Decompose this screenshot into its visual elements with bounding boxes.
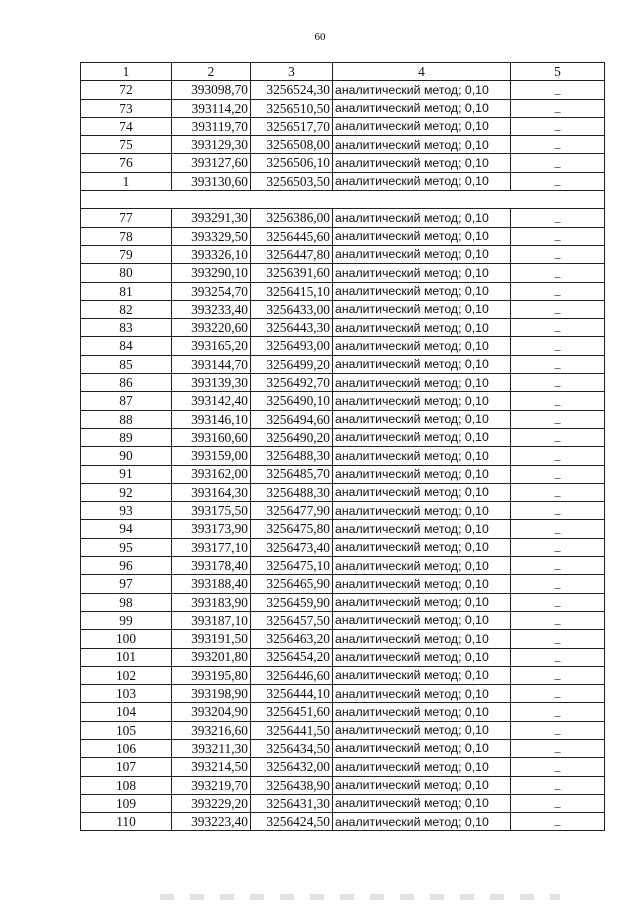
x-coordinate: 393142,40 bbox=[172, 392, 251, 410]
note: – bbox=[511, 648, 605, 666]
table-row bbox=[81, 685, 605, 703]
x-coordinate: 393219,70 bbox=[172, 776, 251, 794]
note: – bbox=[511, 557, 605, 575]
method-accuracy: аналитический метод; 0,10 bbox=[333, 593, 511, 611]
x-coordinate: 393164,30 bbox=[172, 483, 251, 501]
y-coordinate: 3256434,50 bbox=[251, 739, 333, 757]
table-row bbox=[81, 392, 605, 410]
table-row bbox=[81, 136, 605, 154]
x-coordinate: 393165,20 bbox=[172, 337, 251, 355]
method-accuracy: аналитический метод; 0,10 bbox=[333, 337, 511, 355]
method-accuracy: аналитический метод; 0,10 bbox=[333, 410, 511, 428]
point-number: 97 bbox=[81, 575, 172, 593]
x-coordinate: 393211,30 bbox=[172, 739, 251, 757]
column-header: 3 bbox=[251, 63, 333, 81]
point-number: 1 bbox=[81, 172, 172, 190]
note: – bbox=[511, 520, 605, 538]
method-accuracy: аналитический метод; 0,10 bbox=[333, 502, 511, 520]
y-coordinate: 3256506,10 bbox=[251, 154, 333, 172]
y-coordinate: 3256494,60 bbox=[251, 410, 333, 428]
table-row bbox=[81, 172, 605, 190]
x-coordinate: 393146,10 bbox=[172, 410, 251, 428]
note: – bbox=[511, 703, 605, 721]
note: – bbox=[511, 538, 605, 556]
x-coordinate: 393177,10 bbox=[172, 538, 251, 556]
point-number: 90 bbox=[81, 447, 172, 465]
y-coordinate: 3256499,20 bbox=[251, 355, 333, 373]
note: – bbox=[511, 502, 605, 520]
table-spacer-row bbox=[81, 191, 605, 209]
point-number: 106 bbox=[81, 739, 172, 757]
note: – bbox=[511, 374, 605, 392]
point-number: 74 bbox=[81, 117, 172, 135]
x-coordinate: 393195,80 bbox=[172, 666, 251, 684]
table-row bbox=[81, 483, 605, 501]
coordinates-table bbox=[80, 62, 605, 831]
x-coordinate: 393183,90 bbox=[172, 593, 251, 611]
table-row bbox=[81, 630, 605, 648]
note: – bbox=[511, 794, 605, 812]
y-coordinate: 3256510,50 bbox=[251, 99, 333, 117]
y-coordinate: 3256451,60 bbox=[251, 703, 333, 721]
method-accuracy: аналитический метод; 0,10 bbox=[333, 666, 511, 684]
method-accuracy: аналитический метод; 0,10 bbox=[333, 428, 511, 446]
scan-artifact bbox=[160, 894, 560, 900]
table-row bbox=[81, 520, 605, 538]
method-accuracy: аналитический метод; 0,10 bbox=[333, 611, 511, 629]
note: – bbox=[511, 99, 605, 117]
method-accuracy: аналитический метод; 0,10 bbox=[333, 630, 511, 648]
point-number: 83 bbox=[81, 319, 172, 337]
x-coordinate: 393291,30 bbox=[172, 209, 251, 227]
table-row bbox=[81, 245, 605, 263]
column-header: 1 bbox=[81, 63, 172, 81]
table-row bbox=[81, 611, 605, 629]
note: – bbox=[511, 264, 605, 282]
note: – bbox=[511, 465, 605, 483]
y-coordinate: 3256431,30 bbox=[251, 794, 333, 812]
table-row bbox=[81, 428, 605, 446]
point-number: 108 bbox=[81, 776, 172, 794]
table-row bbox=[81, 282, 605, 300]
note: – bbox=[511, 392, 605, 410]
note: – bbox=[511, 209, 605, 227]
y-coordinate: 3256473,40 bbox=[251, 538, 333, 556]
point-number: 73 bbox=[81, 99, 172, 117]
table-row bbox=[81, 502, 605, 520]
method-accuracy: аналитический метод; 0,10 bbox=[333, 319, 511, 337]
point-number: 75 bbox=[81, 136, 172, 154]
page-number: 60 bbox=[314, 31, 326, 43]
x-coordinate: 393119,70 bbox=[172, 117, 251, 135]
table-row bbox=[81, 538, 605, 556]
point-number: 79 bbox=[81, 245, 172, 263]
column-header: 5 bbox=[511, 63, 605, 81]
method-accuracy: аналитический метод; 0,10 bbox=[333, 374, 511, 392]
note: – bbox=[511, 575, 605, 593]
point-number: 99 bbox=[81, 611, 172, 629]
method-accuracy: аналитический метод; 0,10 bbox=[333, 209, 511, 227]
note: – bbox=[511, 227, 605, 245]
table-row bbox=[81, 209, 605, 227]
point-number: 81 bbox=[81, 282, 172, 300]
table-row bbox=[81, 575, 605, 593]
point-number: 98 bbox=[81, 593, 172, 611]
table-row bbox=[81, 758, 605, 776]
point-number: 107 bbox=[81, 758, 172, 776]
note: – bbox=[511, 410, 605, 428]
y-coordinate: 3256459,90 bbox=[251, 593, 333, 611]
point-number: 93 bbox=[81, 502, 172, 520]
method-accuracy: аналитический метод; 0,10 bbox=[333, 813, 511, 831]
point-number: 109 bbox=[81, 794, 172, 812]
table-header-row bbox=[81, 63, 605, 81]
table-row bbox=[81, 81, 605, 99]
x-coordinate: 393173,90 bbox=[172, 520, 251, 538]
point-number: 87 bbox=[81, 392, 172, 410]
x-coordinate: 393198,90 bbox=[172, 685, 251, 703]
y-coordinate: 3256490,20 bbox=[251, 428, 333, 446]
note: – bbox=[511, 685, 605, 703]
note: – bbox=[511, 172, 605, 190]
y-coordinate: 3256465,90 bbox=[251, 575, 333, 593]
note: – bbox=[511, 355, 605, 373]
table-row bbox=[81, 227, 605, 245]
note: – bbox=[511, 776, 605, 794]
x-coordinate: 393233,40 bbox=[172, 300, 251, 318]
point-number: 76 bbox=[81, 154, 172, 172]
y-coordinate: 3256386,00 bbox=[251, 209, 333, 227]
table-row bbox=[81, 648, 605, 666]
x-coordinate: 393220,60 bbox=[172, 319, 251, 337]
method-accuracy: аналитический метод; 0,10 bbox=[333, 392, 511, 410]
point-number: 89 bbox=[81, 428, 172, 446]
x-coordinate: 393326,10 bbox=[172, 245, 251, 263]
point-number: 100 bbox=[81, 630, 172, 648]
method-accuracy: аналитический метод; 0,10 bbox=[333, 739, 511, 757]
note: – bbox=[511, 282, 605, 300]
y-coordinate: 3256503,50 bbox=[251, 172, 333, 190]
x-coordinate: 393098,70 bbox=[172, 81, 251, 99]
table-row bbox=[81, 319, 605, 337]
point-number: 80 bbox=[81, 264, 172, 282]
y-coordinate: 3256477,90 bbox=[251, 502, 333, 520]
method-accuracy: аналитический метод; 0,10 bbox=[333, 575, 511, 593]
method-accuracy: аналитический метод; 0,10 bbox=[333, 245, 511, 263]
table-row bbox=[81, 721, 605, 739]
point-number: 78 bbox=[81, 227, 172, 245]
x-coordinate: 393204,90 bbox=[172, 703, 251, 721]
y-coordinate: 3256432,00 bbox=[251, 758, 333, 776]
method-accuracy: аналитический метод; 0,10 bbox=[333, 758, 511, 776]
point-number: 94 bbox=[81, 520, 172, 538]
method-accuracy: аналитический метод; 0,10 bbox=[333, 685, 511, 703]
method-accuracy: аналитический метод; 0,10 bbox=[333, 355, 511, 373]
y-coordinate: 3256445,60 bbox=[251, 227, 333, 245]
table-row bbox=[81, 264, 605, 282]
point-number: 84 bbox=[81, 337, 172, 355]
x-coordinate: 393130,60 bbox=[172, 172, 251, 190]
table-row bbox=[81, 703, 605, 721]
y-coordinate: 3256508,00 bbox=[251, 136, 333, 154]
x-coordinate: 393254,70 bbox=[172, 282, 251, 300]
y-coordinate: 3256485,70 bbox=[251, 465, 333, 483]
note: – bbox=[511, 593, 605, 611]
method-accuracy: аналитический метод; 0,10 bbox=[333, 99, 511, 117]
point-number: 85 bbox=[81, 355, 172, 373]
x-coordinate: 393214,50 bbox=[172, 758, 251, 776]
point-number: 95 bbox=[81, 538, 172, 556]
method-accuracy: аналитический метод; 0,10 bbox=[333, 465, 511, 483]
y-coordinate: 3256438,90 bbox=[251, 776, 333, 794]
x-coordinate: 393175,50 bbox=[172, 502, 251, 520]
y-coordinate: 3256475,10 bbox=[251, 557, 333, 575]
y-coordinate: 3256447,80 bbox=[251, 245, 333, 263]
x-coordinate: 393191,50 bbox=[172, 630, 251, 648]
column-header: 2 bbox=[172, 63, 251, 81]
table-row bbox=[81, 117, 605, 135]
note: – bbox=[511, 117, 605, 135]
note: – bbox=[511, 483, 605, 501]
x-coordinate: 393114,20 bbox=[172, 99, 251, 117]
method-accuracy: аналитический метод; 0,10 bbox=[333, 172, 511, 190]
x-coordinate: 393329,50 bbox=[172, 227, 251, 245]
table-row bbox=[81, 813, 605, 831]
y-coordinate: 3256475,80 bbox=[251, 520, 333, 538]
table-row bbox=[81, 739, 605, 757]
point-number: 77 bbox=[81, 209, 172, 227]
note: – bbox=[511, 136, 605, 154]
x-coordinate: 393127,60 bbox=[172, 154, 251, 172]
y-coordinate: 3256457,50 bbox=[251, 611, 333, 629]
y-coordinate: 3256492,70 bbox=[251, 374, 333, 392]
x-coordinate: 393144,70 bbox=[172, 355, 251, 373]
y-coordinate: 3256443,30 bbox=[251, 319, 333, 337]
note: – bbox=[511, 721, 605, 739]
method-accuracy: аналитический метод; 0,10 bbox=[333, 520, 511, 538]
y-coordinate: 3256433,00 bbox=[251, 300, 333, 318]
note: – bbox=[511, 428, 605, 446]
note: – bbox=[511, 630, 605, 648]
method-accuracy: аналитический метод; 0,10 bbox=[333, 447, 511, 465]
x-coordinate: 393178,40 bbox=[172, 557, 251, 575]
x-coordinate: 393139,30 bbox=[172, 374, 251, 392]
method-accuracy: аналитический метод; 0,10 bbox=[333, 648, 511, 666]
method-accuracy: аналитический метод; 0,10 bbox=[333, 136, 511, 154]
note: – bbox=[511, 739, 605, 757]
x-coordinate: 393188,40 bbox=[172, 575, 251, 593]
point-number: 82 bbox=[81, 300, 172, 318]
table-row bbox=[81, 374, 605, 392]
y-coordinate: 3256444,10 bbox=[251, 685, 333, 703]
method-accuracy: аналитический метод; 0,10 bbox=[333, 282, 511, 300]
table-row bbox=[81, 557, 605, 575]
y-coordinate: 3256441,50 bbox=[251, 721, 333, 739]
point-number: 92 bbox=[81, 483, 172, 501]
note: – bbox=[511, 245, 605, 263]
x-coordinate: 393129,30 bbox=[172, 136, 251, 154]
y-coordinate: 3256517,70 bbox=[251, 117, 333, 135]
method-accuracy: аналитический метод; 0,10 bbox=[333, 81, 511, 99]
point-number: 101 bbox=[81, 648, 172, 666]
note: – bbox=[511, 300, 605, 318]
y-coordinate: 3256391,60 bbox=[251, 264, 333, 282]
point-number: 96 bbox=[81, 557, 172, 575]
note: – bbox=[511, 666, 605, 684]
x-coordinate: 393216,60 bbox=[172, 721, 251, 739]
method-accuracy: аналитический метод; 0,10 bbox=[333, 300, 511, 318]
table-row bbox=[81, 447, 605, 465]
method-accuracy: аналитический метод; 0,10 bbox=[333, 776, 511, 794]
note: – bbox=[511, 81, 605, 99]
y-coordinate: 3256463,20 bbox=[251, 630, 333, 648]
method-accuracy: аналитический метод; 0,10 bbox=[333, 154, 511, 172]
method-accuracy: аналитический метод; 0,10 bbox=[333, 117, 511, 135]
table-row bbox=[81, 337, 605, 355]
y-coordinate: 3256415,10 bbox=[251, 282, 333, 300]
method-accuracy: аналитический метод; 0,10 bbox=[333, 264, 511, 282]
y-coordinate: 3256424,50 bbox=[251, 813, 333, 831]
table-row bbox=[81, 99, 605, 117]
y-coordinate: 3256446,60 bbox=[251, 666, 333, 684]
method-accuracy: аналитический метод; 0,10 bbox=[333, 538, 511, 556]
table-row bbox=[81, 593, 605, 611]
table-row bbox=[81, 300, 605, 318]
point-number: 72 bbox=[81, 81, 172, 99]
y-coordinate: 3256454,20 bbox=[251, 648, 333, 666]
method-accuracy: аналитический метод; 0,10 bbox=[333, 483, 511, 501]
note: – bbox=[511, 758, 605, 776]
method-accuracy: аналитический метод; 0,10 bbox=[333, 703, 511, 721]
note: – bbox=[511, 813, 605, 831]
table-row bbox=[81, 666, 605, 684]
point-number: 103 bbox=[81, 685, 172, 703]
y-coordinate: 3256488,30 bbox=[251, 447, 333, 465]
table-row bbox=[81, 776, 605, 794]
x-coordinate: 393162,00 bbox=[172, 465, 251, 483]
note: – bbox=[511, 611, 605, 629]
x-coordinate: 393290,10 bbox=[172, 264, 251, 282]
column-header: 4 bbox=[333, 63, 511, 81]
point-number: 102 bbox=[81, 666, 172, 684]
note: – bbox=[511, 337, 605, 355]
x-coordinate: 393201,80 bbox=[172, 648, 251, 666]
method-accuracy: аналитический метод; 0,10 bbox=[333, 721, 511, 739]
spacer-cell bbox=[81, 191, 605, 209]
point-number: 110 bbox=[81, 813, 172, 831]
point-number: 91 bbox=[81, 465, 172, 483]
y-coordinate: 3256490,10 bbox=[251, 392, 333, 410]
x-coordinate: 393160,60 bbox=[172, 428, 251, 446]
method-accuracy: аналитический метод; 0,10 bbox=[333, 794, 511, 812]
point-number: 104 bbox=[81, 703, 172, 721]
note: – bbox=[511, 319, 605, 337]
table-row bbox=[81, 794, 605, 812]
table-row bbox=[81, 410, 605, 428]
method-accuracy: аналитический метод; 0,10 bbox=[333, 557, 511, 575]
x-coordinate: 393223,40 bbox=[172, 813, 251, 831]
y-coordinate: 3256488,30 bbox=[251, 483, 333, 501]
table-row bbox=[81, 154, 605, 172]
y-coordinate: 3256524,30 bbox=[251, 81, 333, 99]
method-accuracy: аналитический метод; 0,10 bbox=[333, 227, 511, 245]
note: – bbox=[511, 447, 605, 465]
x-coordinate: 393229,20 bbox=[172, 794, 251, 812]
point-number: 86 bbox=[81, 374, 172, 392]
x-coordinate: 393187,10 bbox=[172, 611, 251, 629]
y-coordinate: 3256493,00 bbox=[251, 337, 333, 355]
point-number: 88 bbox=[81, 410, 172, 428]
point-number: 105 bbox=[81, 721, 172, 739]
table-row bbox=[81, 465, 605, 483]
table-row bbox=[81, 355, 605, 373]
note: – bbox=[511, 154, 605, 172]
x-coordinate: 393159,00 bbox=[172, 447, 251, 465]
